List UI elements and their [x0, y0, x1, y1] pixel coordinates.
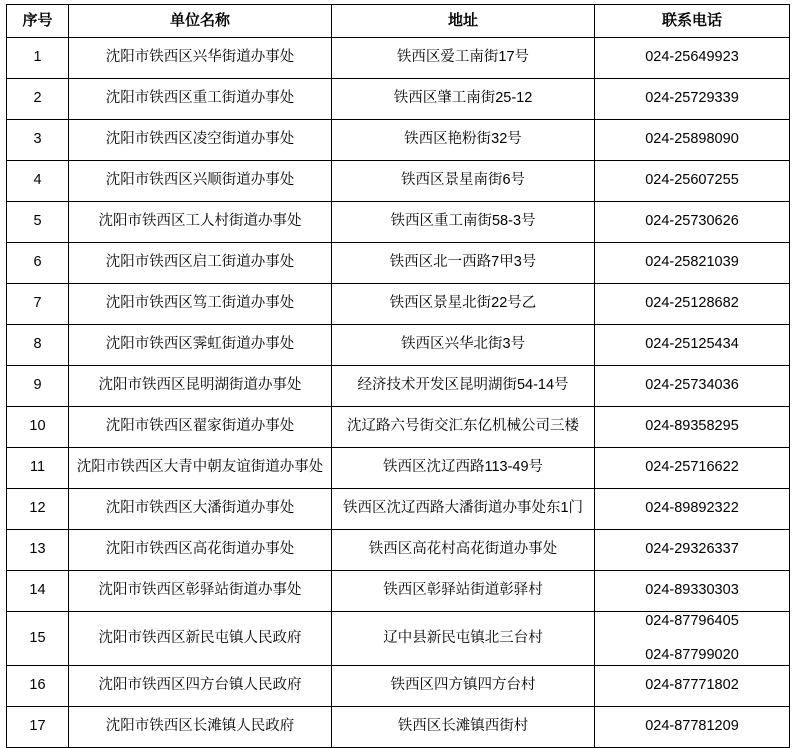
cell-phone: 024-87781209 [595, 707, 790, 748]
cell-index: 14 [7, 571, 69, 612]
cell-index: 11 [7, 448, 69, 489]
cell-address: 铁西区彰驿站街道彰驿村 [332, 571, 595, 612]
table-header [7, 5, 790, 38]
table-row [7, 448, 790, 489]
cell-index: 8 [7, 325, 69, 366]
cell-address: 铁西区爱工南街17号 [332, 38, 595, 79]
cell-address: 铁西区重工南街58-3号 [332, 202, 595, 243]
cell-phone: 024-25716622 [595, 448, 790, 489]
cell-phone: 024-25730626 [595, 202, 790, 243]
cell-unit-name: 沈阳市铁西区彰驿站街道办事处 [69, 571, 332, 612]
table-row [7, 666, 790, 707]
cell-index: 16 [7, 666, 69, 707]
table-row [7, 707, 790, 748]
cell-index: 2 [7, 79, 69, 120]
cell-index: 13 [7, 530, 69, 571]
cell-address: 铁西区景星北街22号乙 [332, 284, 595, 325]
cell-address: 辽中县新民屯镇北三台村 [332, 612, 595, 666]
cell-address: 铁西区沈辽西路113-49号 [332, 448, 595, 489]
cell-index: 4 [7, 161, 69, 202]
cell-unit-name: 沈阳市铁西区高花街道办事处 [69, 530, 332, 571]
column-header-index: 序号 [7, 5, 69, 38]
cell-phone: 024-25649923 [595, 38, 790, 79]
cell-index: 6 [7, 243, 69, 284]
cell-unit-name: 沈阳市铁西区笃工街道办事处 [69, 284, 332, 325]
table-row [7, 407, 790, 448]
table-row [7, 325, 790, 366]
cell-unit-name: 沈阳市铁西区四方台镇人民政府 [69, 666, 332, 707]
cell-address: 铁西区北一西路7甲3号 [332, 243, 595, 284]
cell-unit-name: 沈阳市铁西区翟家街道办事处 [69, 407, 332, 448]
cell-address: 沈辽路六号街交汇东亿机械公司三楼 [332, 407, 595, 448]
cell-index: 1 [7, 38, 69, 79]
table-row [7, 489, 790, 530]
cell-address: 铁西区四方镇四方台村 [332, 666, 595, 707]
table-row [7, 284, 790, 325]
cell-unit-name: 沈阳市铁西区凌空街道办事处 [69, 120, 332, 161]
table-row [7, 38, 790, 79]
cell-unit-name: 沈阳市铁西区兴顺街道办事处 [69, 161, 332, 202]
table-row [7, 366, 790, 407]
cell-phone: 024-89358295 [595, 407, 790, 448]
cell-index: 12 [7, 489, 69, 530]
table-row [7, 120, 790, 161]
column-header-phone: 联系电话 [595, 5, 790, 38]
phone-number: 024-87796405 [645, 613, 739, 629]
cell-index: 7 [7, 284, 69, 325]
table-row [7, 79, 790, 120]
table-body [7, 38, 790, 748]
column-header-address: 地址 [332, 5, 595, 38]
cell-unit-name: 沈阳市铁西区霁虹街道办事处 [69, 325, 332, 366]
cell-index: 17 [7, 707, 69, 748]
table-header-row [7, 5, 790, 38]
cell-phone: 024-89892322 [595, 489, 790, 530]
cell-unit-name: 沈阳市铁西区大潘街道办事处 [69, 489, 332, 530]
cell-index: 3 [7, 120, 69, 161]
cell-address: 铁西区肇工南街25-12 [332, 79, 595, 120]
cell-unit-name: 沈阳市铁西区大青中朝友谊街道办事处 [69, 448, 332, 489]
table-row [7, 202, 790, 243]
cell-phone [595, 612, 790, 666]
cell-address: 铁西区沈辽西路大潘街道办事处东1门 [332, 489, 595, 530]
cell-index: 5 [7, 202, 69, 243]
table-row [7, 243, 790, 284]
cell-address: 铁西区景星南街6号 [332, 161, 595, 202]
table-row [7, 612, 790, 666]
phone-list [597, 612, 787, 665]
cell-phone: 024-25125434 [595, 325, 790, 366]
cell-phone: 024-29326337 [595, 530, 790, 571]
phone-number: 024-87799020 [645, 646, 739, 663]
cell-phone: 024-25607255 [595, 161, 790, 202]
table-row [7, 530, 790, 571]
contact-directory-table [6, 4, 790, 748]
cell-unit-name: 沈阳市铁西区昆明湖街道办事处 [69, 366, 332, 407]
cell-index: 10 [7, 407, 69, 448]
cell-phone: 024-25898090 [595, 120, 790, 161]
cell-unit-name: 沈阳市铁西区长滩镇人民政府 [69, 707, 332, 748]
cell-phone: 024-25821039 [595, 243, 790, 284]
cell-address: 铁西区长滩镇西街村 [332, 707, 595, 748]
cell-address: 铁西区兴华北街3号 [332, 325, 595, 366]
cell-unit-name: 沈阳市铁西区兴华街道办事处 [69, 38, 332, 79]
cell-address: 铁西区高花村高花街道办事处 [332, 530, 595, 571]
cell-unit-name: 沈阳市铁西区重工街道办事处 [69, 79, 332, 120]
column-header-name: 单位名称 [69, 5, 332, 38]
cell-phone: 024-25734036 [595, 366, 790, 407]
cell-unit-name: 沈阳市铁西区工人村街道办事处 [69, 202, 332, 243]
cell-phone: 024-25729339 [595, 79, 790, 120]
cell-unit-name: 沈阳市铁西区新民屯镇人民政府 [69, 612, 332, 666]
cell-index: 9 [7, 366, 69, 407]
cell-index: 15 [7, 612, 69, 666]
cell-address: 铁西区艳粉街32号 [332, 120, 595, 161]
cell-unit-name: 沈阳市铁西区启工街道办事处 [69, 243, 332, 284]
cell-phone: 024-89330303 [595, 571, 790, 612]
cell-address: 经济技术开发区昆明湖街54-14号 [332, 366, 595, 407]
cell-phone: 024-25128682 [595, 284, 790, 325]
table-row [7, 161, 790, 202]
table-row [7, 571, 790, 612]
cell-phone: 024-87771802 [595, 666, 790, 707]
